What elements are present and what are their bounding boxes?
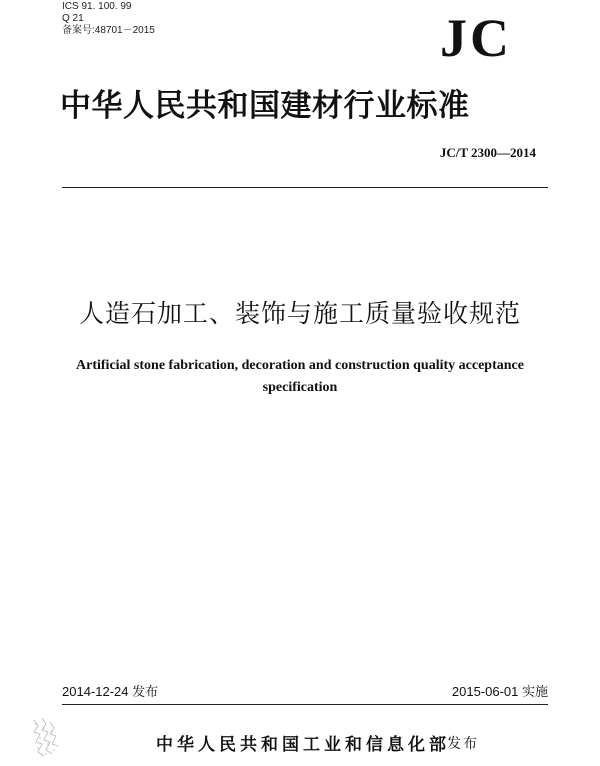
publish-label: 发布 (447, 736, 479, 752)
seal-stamp-mark (28, 714, 64, 760)
document-title-chinese: 人造石加工、装饰与施工质量验收规范 (78, 299, 521, 328)
document-title-english (60, 355, 540, 399)
classification-code: Q 21 (62, 13, 84, 24)
standard-code: JC/T 2300—2014 (439, 145, 536, 160)
industry-standard-heading: 中华人民共和国建材行业标准 (60, 88, 470, 124)
english-title-line-2: specification (262, 380, 338, 395)
record-number: 备案号:48701－2015 (62, 25, 155, 36)
ics-code: ICS 91. 100. 99 (62, 1, 132, 12)
jc-logo: JC (440, 8, 512, 68)
header-divider (62, 187, 548, 188)
implementation-date: 2015-06-01 实施 (451, 684, 548, 699)
english-title-line-1: Artificial stone fabrication, decoration and construction quality acceptance (76, 358, 524, 373)
issue-date: 2014-12-24 发布 (62, 684, 159, 699)
issuing-ministry: 中华人民共和国工业和信息化部 (156, 735, 450, 755)
footer-divider (62, 704, 548, 705)
